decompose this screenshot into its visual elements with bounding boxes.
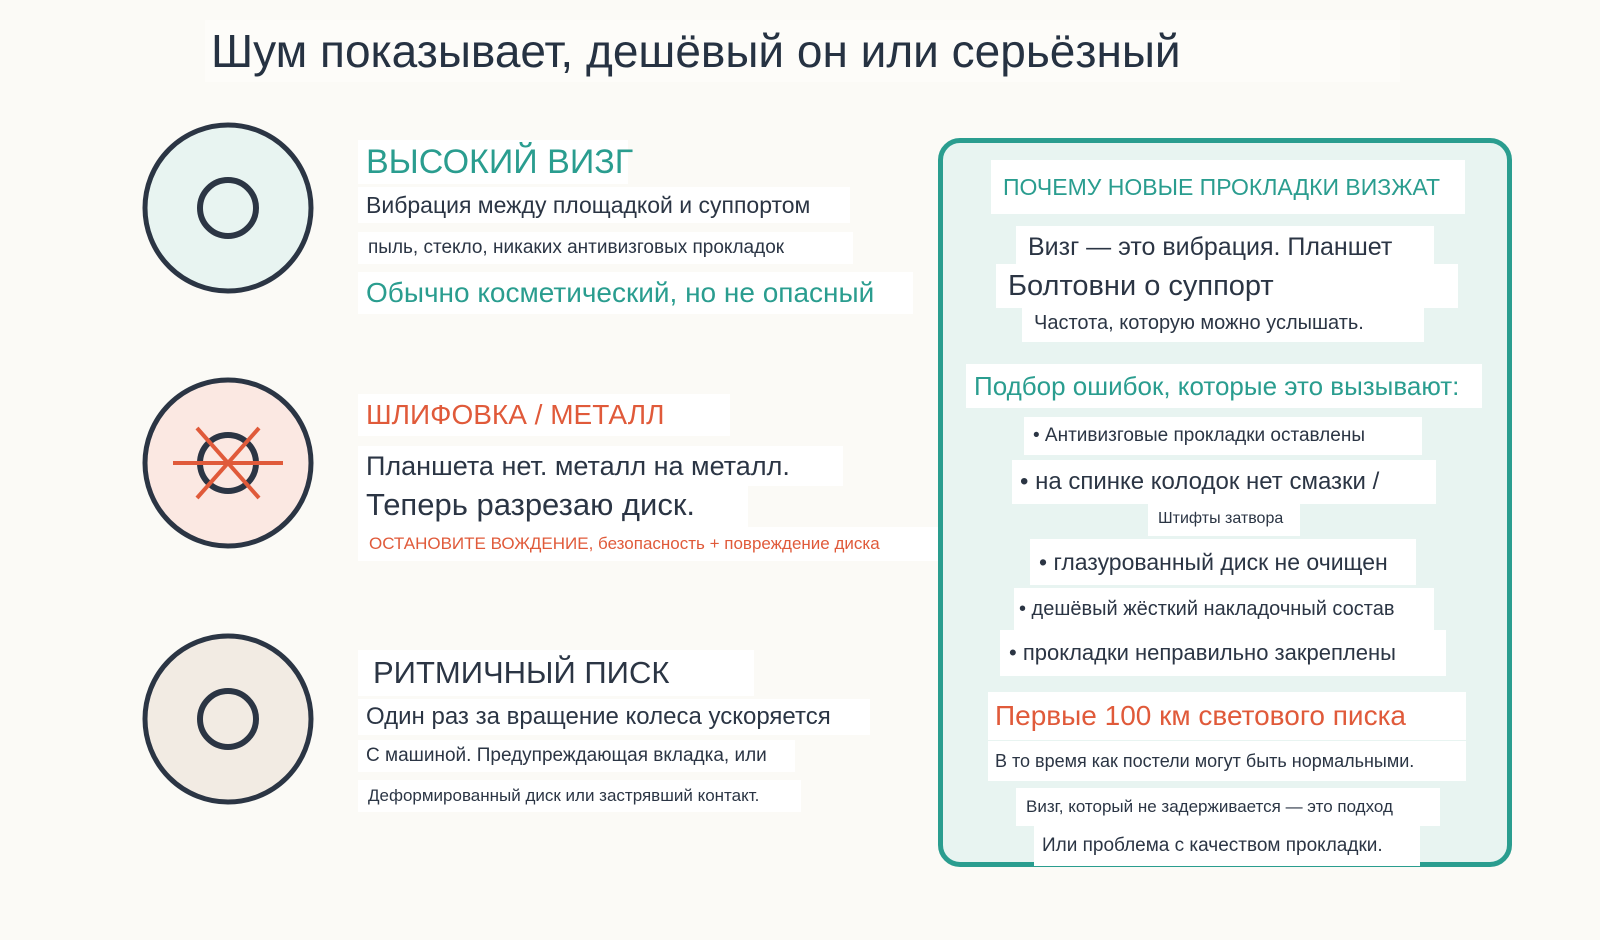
grinding-verdict: ОСТАНОВИТЕ ВОЖДЕНИЕ, безопасность + повреждение диска (358, 527, 950, 561)
panel-footer2: Или проблема с качеством прокладки. (1034, 826, 1420, 866)
cause-item: • Антивизговые прокладки оставлены (1024, 417, 1422, 455)
high-squeal-line2: пыль, стекло, никаких антивизговых прокладок (358, 232, 853, 264)
cause-item: • глазурованный диск не очищен (1030, 539, 1416, 585)
page-title: Шум показывает, дешёвый он или серьёзный (205, 20, 1400, 82)
cause-item: • на спинке колодок нет смазки / (1012, 460, 1436, 504)
high-squeal-heading: ВЫСОКИЙ ВИЗГ (358, 140, 628, 184)
high-squeal-line1: Вибрация между площадкой и суппортом (358, 187, 850, 223)
rhythmic-line2: С машиной. Предупреждающая вкладка, или (358, 740, 795, 772)
cause-item: • дешёвый жёсткий накладочный состав (1014, 588, 1434, 630)
cause-item: • прокладки неправильно закреплены (1000, 630, 1446, 676)
rhythmic-heading: РИТМИЧНЫЙ ПИСК (358, 650, 754, 696)
bedding-heading: Первые 100 км светового писка (988, 692, 1466, 740)
panel-heading: ПОЧЕМУ НОВЫЕ ПРОКЛАДКИ ВИЗЖАТ (991, 160, 1465, 214)
panel-intro2: Болтовни о суппорт (996, 264, 1458, 308)
grinding-heading: ШЛИФОВКА / МЕТАЛЛ (358, 394, 730, 436)
panel-causes-heading: Подбор ошибок, которые это вызывают: (966, 364, 1482, 408)
grinding-line2: Теперь разрезаю диск. (358, 483, 748, 527)
ring-icon (141, 121, 315, 295)
cause-item-continued: Штифты затвора (1148, 502, 1300, 536)
bedding-text: В то время как постели могут быть нормальными. (988, 741, 1466, 781)
crossed-ring-icon (141, 376, 315, 550)
high-squeal-verdict: Обычно косметический, но не опасный (358, 272, 913, 314)
grinding-line1: Планшета нет. металл на металл. (358, 446, 843, 486)
panel-footer1: Визг, который не задерживается — это подход (1016, 788, 1440, 826)
panel-intro3: Частота, которую можно услышать. (1022, 304, 1424, 342)
rhythmic-line1: Один раз за вращение колеса ускоряется (358, 699, 870, 735)
ring-icon (141, 632, 315, 806)
panel-intro1: Визг — это вибрация. Планшет (1016, 226, 1434, 268)
rhythmic-line3: Деформированный диск или застрявший контакт. (358, 780, 801, 812)
